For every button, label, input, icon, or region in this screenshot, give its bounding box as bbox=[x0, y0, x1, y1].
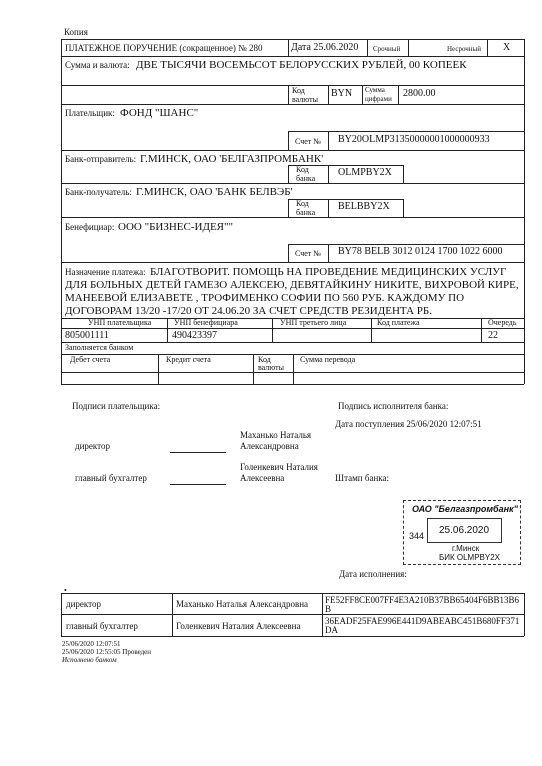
stamp-date: 25.06.2020 bbox=[439, 525, 490, 536]
bank-section-title: Заполняется банком bbox=[65, 343, 134, 352]
bank-currency-code-label-1: Код bbox=[258, 355, 271, 364]
nonurgent-label: Несрочный bbox=[447, 45, 481, 53]
credit-account-label: Кредит счета bbox=[166, 355, 211, 364]
director-name-1: Маханько Наталья bbox=[240, 430, 312, 440]
footer-line-3: Исполнено банком bbox=[62, 656, 117, 664]
debit-account-label: Дебет счета bbox=[70, 355, 111, 364]
sender-bank-name: Г.МИНСК, ОАО 'БЕЛГАЗПРОМБАНК' bbox=[140, 153, 324, 165]
bullet-mark: • bbox=[64, 586, 67, 595]
queue-label: Очередь bbox=[488, 318, 517, 327]
ecp-hash-line-1: 36EADF25FAE996E441D9ABEABC451B680FF371 bbox=[325, 616, 520, 626]
ecp-role: главный бухгалтер bbox=[66, 621, 138, 631]
receiver-bank-name: Г.МИНСК, ОАО 'БАНК БЕЛВЭБ' bbox=[136, 186, 293, 198]
beneficiary-account-label: Счет № bbox=[295, 249, 321, 258]
transfer-sum-label: Сумма перевода bbox=[300, 355, 356, 364]
execution-date-label: Дата исполнения: bbox=[339, 569, 407, 579]
ecp-hash-line-2: B bbox=[325, 604, 332, 614]
currency-code-label-2: валюты bbox=[292, 95, 319, 104]
accountant-label: главный бухгалтер bbox=[75, 473, 147, 483]
receiver-bank-code-label-2: банка bbox=[296, 208, 316, 217]
queue-value: 22 bbox=[488, 330, 498, 341]
currency-value: BYN bbox=[331, 88, 353, 99]
purpose-line-3: МАНЕЕВОЙ ЕЛИЗАВЕТЕ , ТРОФИМЕНКО СОФИИ ПО 560 РУБ. КАЖДОМУ ПО bbox=[65, 292, 465, 304]
purpose-label: Назначение платежа: bbox=[65, 267, 146, 277]
ecp-hash-line-2: DA bbox=[325, 625, 338, 635]
order-date: Дата 25.06.2020 bbox=[291, 42, 359, 53]
sender-bank-code-label-2: банка bbox=[296, 174, 316, 183]
purpose-line-2: ДЛЯ БОЛЬНЫХ ДЕТЕЙ ГАМЕЗО АЛЕКСЕЮ, ДЕВЯТАЙКИНУ НИКИТЕ, ВИХРОВОЙ КИРЕ, bbox=[65, 279, 519, 291]
stamp-bank-name: ОАО "Белгазпромбанк" bbox=[412, 504, 518, 514]
accountant-name-2: Алексеевна bbox=[240, 473, 285, 483]
receiver-bank-label: Банк-получатель: bbox=[65, 187, 132, 197]
sender-bank-code: OLMPBY2X bbox=[338, 167, 392, 178]
accountant-name-1: Голенкевич Наталия bbox=[240, 462, 318, 472]
amount-text: ДВЕ ТЫСЯЧИ ВОСЕМЬСОТ БЕЛОРУССКИХ РУБЛЕЙ, 00 КОПЕЕК bbox=[136, 59, 467, 71]
unp-payer-value: 805001111 bbox=[65, 330, 109, 341]
footer-line-1: 25/06/2020 12:07:51 bbox=[62, 640, 121, 648]
nonurgent-mark: X bbox=[503, 42, 511, 53]
ecp-name: Голенкевич Наталия Алексеевна bbox=[176, 621, 301, 631]
director-label: директор bbox=[75, 441, 110, 451]
purpose-line-1: БЛАГОТВОРИТ. ПОМОЩЬ НА ПРОВЕДЕНИЕ МЕДИЦИНСКИХ УСЛУГ bbox=[150, 266, 507, 278]
beneficiary-account: BY78 BELB 3012 0124 1700 1022 6000 bbox=[338, 246, 503, 257]
receipt-date: Дата поступления 25/06/2020 12:07:51 bbox=[335, 419, 482, 429]
sum-digits-label-1: Сумма bbox=[365, 86, 385, 94]
beneficiary-name: ООО "БИЗНЕС-ИДЕЯ"" bbox=[118, 221, 233, 233]
bank-stamp-label: Штамп банка: bbox=[335, 473, 389, 483]
payer-signatures-label: Подписи плательщика: bbox=[72, 401, 161, 411]
ecp-hash-line-1: FE52FF8CE007FF4E3A210B37BB65404F6BB13B6 bbox=[325, 595, 520, 605]
sender-bank-label: Банк-отправитель: bbox=[65, 154, 137, 164]
bank-stamp bbox=[403, 500, 521, 565]
sum-digits-label-2: цифрами bbox=[365, 95, 392, 103]
payer-account: BY20OLMP31350000001000000933 bbox=[338, 134, 490, 145]
currency-code-label-1: Код bbox=[292, 86, 305, 95]
stamp-number: 344 bbox=[409, 531, 425, 541]
bank-signature-label: Подпись исполнителя банка: bbox=[338, 401, 449, 411]
receiver-bank-code-label-1: Код bbox=[296, 199, 309, 208]
purpose-line-4: ДОГОВОРАМ 13/20 -17/20 ОТ 24.06.20 ЗА СЧЕТ СРЕДСТВ РЕЗИДЕНТА РБ. bbox=[65, 305, 432, 317]
sum-value: 2800.00 bbox=[403, 88, 436, 99]
payment-code-label: Код платежа bbox=[377, 318, 420, 327]
payer-label: Плательщик: bbox=[65, 108, 115, 118]
director-name-2: Александровна bbox=[240, 441, 299, 451]
sender-bank-code-label-1: Код bbox=[296, 165, 309, 174]
unp-beneficiary-label: УНП бенефициара bbox=[174, 318, 238, 327]
stamp-city: г.Минск bbox=[452, 544, 480, 553]
unp-payer-label: УНП плательщика bbox=[88, 318, 152, 327]
beneficiary-label: Бенефициар: bbox=[65, 222, 115, 232]
bank-currency-code-label-2: валюты bbox=[258, 363, 285, 372]
amount-label: Сумма и валюта: bbox=[65, 60, 130, 70]
unp-beneficiary-value: 490423397 bbox=[172, 330, 217, 341]
payer-account-label: Счет № bbox=[295, 137, 321, 146]
ecp-name: Маханько Наталья Александровна bbox=[176, 599, 309, 609]
footer-line-2: 25/06/2020 12:55:05 Проведен bbox=[62, 648, 152, 656]
urgent-label: Срочный bbox=[373, 45, 401, 53]
copy-label: Копия bbox=[64, 27, 88, 37]
order-title: ПЛАТЕЖНОЕ ПОРУЧЕНИЕ (сокращенное) № 280 bbox=[65, 43, 263, 53]
receiver-bank-code: BELBBY2X bbox=[338, 201, 390, 212]
stamp-bic: БИК OLMPBY2X bbox=[439, 553, 501, 562]
unp-third-party-label: УНП третьего лица bbox=[280, 318, 347, 327]
payer-name: ФОНД "ШАНС" bbox=[120, 107, 199, 119]
ecp-role: директор bbox=[66, 599, 101, 609]
